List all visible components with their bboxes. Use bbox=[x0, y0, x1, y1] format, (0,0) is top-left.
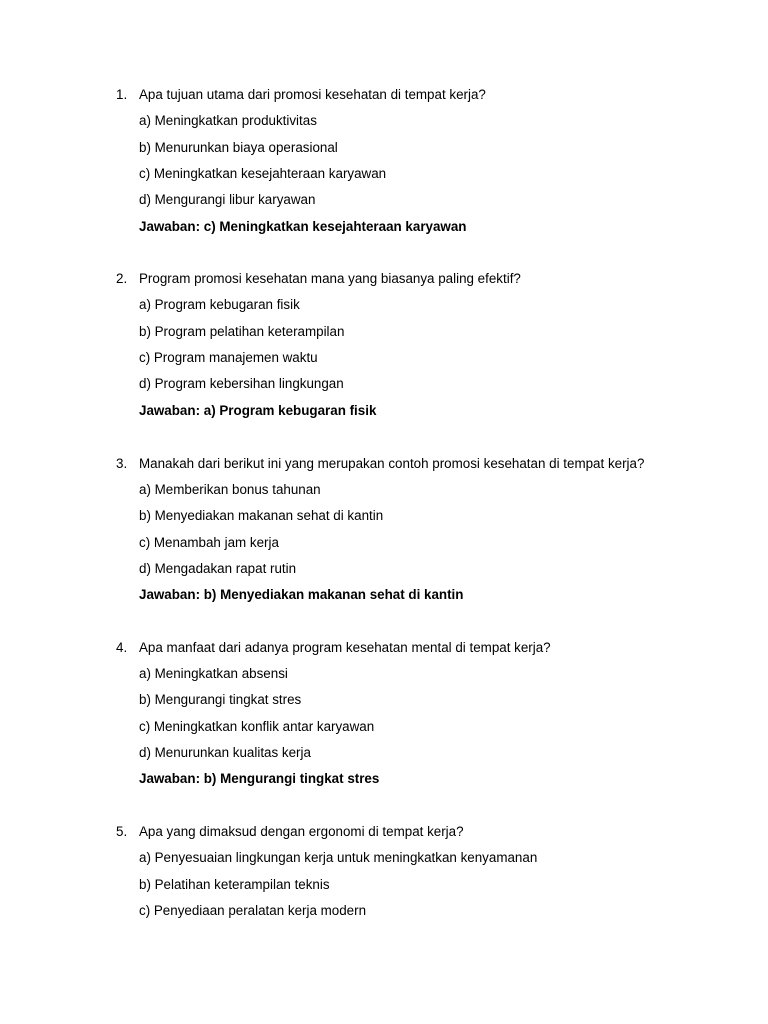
question-number: 1. bbox=[116, 87, 128, 102]
answer-text: Jawaban: c) Meningkatkan kesejahteraan karyawan bbox=[139, 219, 467, 234]
question-number: 5. bbox=[116, 824, 128, 839]
question-text: Manakah dari berikut ini yang merupakan contoh promosi kesehatan di tempat kerja? bbox=[139, 456, 645, 471]
question-number: 3. bbox=[116, 456, 128, 471]
question-number: 4. bbox=[116, 640, 128, 655]
option-b: b) Menyediakan makanan sehat di kantin bbox=[139, 508, 384, 523]
option-b: b) Pelatihan keterampilan teknis bbox=[139, 877, 330, 892]
option-b: b) Program pelatihan keterampilan bbox=[139, 324, 345, 339]
option-c: c) Meningkatkan konflik antar karyawan bbox=[139, 719, 375, 734]
question-text: Program promosi kesehatan mana yang biasanya paling efektif? bbox=[139, 271, 521, 286]
option-a: a) Meningkatkan absensi bbox=[139, 666, 288, 681]
question-text: Apa yang dimaksud dengan ergonomi di tempat kerja? bbox=[139, 824, 464, 839]
option-a: a) Program kebugaran fisik bbox=[139, 297, 300, 312]
answer-text: Jawaban: a) Program kebugaran fisik bbox=[139, 403, 377, 418]
question-text: Apa tujuan utama dari promosi kesehatan di tempat kerja? bbox=[139, 87, 486, 102]
option-d: d) Mengurangi libur karyawan bbox=[139, 192, 316, 207]
option-c: c) Penyediaan peralatan kerja modern bbox=[139, 903, 367, 918]
option-c: c) Meningkatkan kesejahteraan karyawan bbox=[139, 166, 387, 181]
option-d: d) Mengadakan rapat rutin bbox=[139, 561, 297, 576]
option-b: b) Mengurangi tingkat stres bbox=[139, 692, 302, 707]
option-d: d) Program kebersihan lingkungan bbox=[139, 376, 344, 391]
question-text: Apa manfaat dari adanya program kesehatan mental di tempat kerja? bbox=[139, 640, 551, 655]
question-number: 2. bbox=[116, 271, 128, 286]
option-b: b) Menurunkan biaya operasional bbox=[139, 140, 338, 155]
answer-text: Jawaban: b) Mengurangi tingkat stres bbox=[139, 771, 380, 786]
option-a: a) Penyesuaian lingkungan kerja untuk meningkatkan kenyamanan bbox=[139, 850, 538, 865]
option-a: a) Meningkatkan produktivitas bbox=[139, 113, 317, 128]
option-a: a) Memberikan bonus tahunan bbox=[139, 482, 321, 497]
answer-text: Jawaban: b) Menyediakan makanan sehat di kantin bbox=[139, 587, 464, 602]
option-c: c) Menambah jam kerja bbox=[139, 535, 279, 550]
option-d: d) Menurunkan kualitas kerja bbox=[139, 745, 311, 760]
option-c: c) Program manajemen waktu bbox=[139, 350, 318, 365]
